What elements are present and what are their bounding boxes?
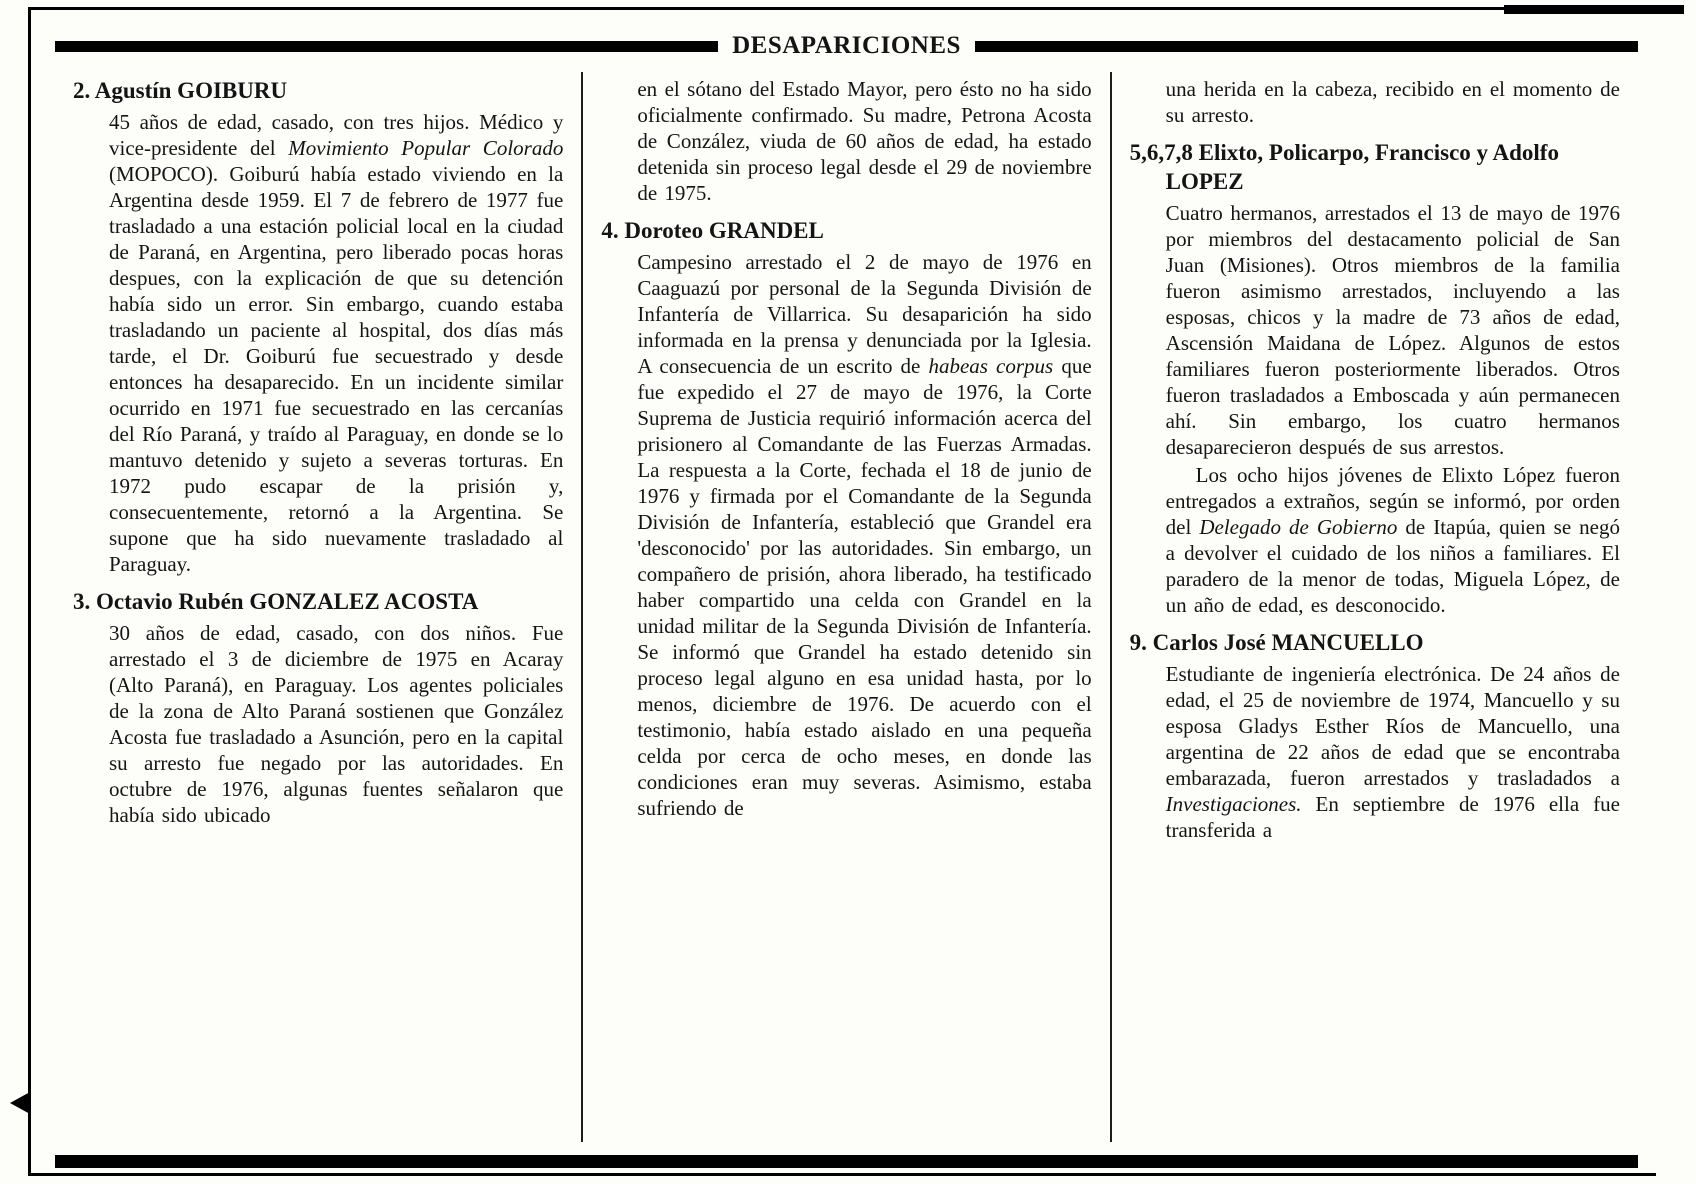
page-title: DESAPARICIONES <box>732 32 961 59</box>
body-text: una herida en la cabeza, recibido en el momento de su arresto. <box>1165 77 1620 127</box>
paragraph <box>1166 462 1620 618</box>
header-rule-left <box>55 41 718 52</box>
entry-number: 4. <box>601 218 619 243</box>
body-text: 45 años de edad, casado, con tres hijos. Médico y vice-presidente del <box>109 110 564 160</box>
entry-number: 2. <box>73 78 91 103</box>
paragraph <box>1166 661 1620 843</box>
entry-heading <box>601 216 1091 245</box>
entry-title: Doroteo GRANDEL <box>624 218 824 243</box>
paragraph <box>637 76 1091 206</box>
entry-heading <box>1130 628 1620 657</box>
text-columns <box>55 72 1638 1142</box>
italic-text: habeas corpus <box>928 354 1054 378</box>
page-border-top <box>30 7 1684 10</box>
entry-title: Agustín GOIBURU <box>94 78 288 103</box>
paragraph <box>637 249 1091 821</box>
italic-text: Movimiento Popular Colorado <box>288 136 564 160</box>
entry <box>73 587 563 828</box>
entry-title: Elixto, Policarpo, Francisco y Adolfo LOPEZ <box>1165 140 1559 194</box>
body-text: Campesino arrestado el 2 de mayo de 1976 en Caaguazú por personal de la Segunda División de Infantería de Villarrica. Su desaparición ha sido informada en la prensa y denunciada por la Iglesia. A consecuencia de un escrito de <box>637 250 1092 378</box>
page-border-bottom <box>28 1173 1656 1176</box>
entry-number: 9. <box>1129 630 1147 655</box>
header-rule-right <box>975 41 1638 52</box>
italic-text: Delegado de Gobierno <box>1199 515 1398 539</box>
entry <box>1130 138 1620 618</box>
page-border-left <box>28 7 31 1176</box>
body-text: Estudiante de ingeniería electrónica. De 24 años de edad, el 25 de noviembre de 1974, Mancuello y su esposa Gladys Esther Ríos de Mancuello, una argentina de 22 años de edad que se encontraba embarazada, fueron arrestados y trasladados a <box>1165 662 1620 790</box>
footer-rule <box>55 1155 1638 1168</box>
body-text: 30 años de edad, casado, con dos niños. Fue arrestado el 3 de diciembre de 1975 en Acaray (Alto Paraná), en Paraguay. Los agentes policiales de la zona de Alto Paraná sostienen que González Acosta fue trasladado a Asunción, pero en la capital su arresto fue negado por las autoridades. En octubre de 1976, algunas fuentes señalaron que había sido ubicado <box>109 621 564 827</box>
body-text: en el sótano del Estado Mayor, pero ésto no ha sido oficialmente confirmado. Su madre, Petrona Acosta de Conzález, viuda de 60 años de edad, ha estado detenida sin proceso legal desde el 29 de noviembre de 1975. <box>637 77 1092 205</box>
entry-heading <box>73 76 563 105</box>
paragraph <box>109 620 563 828</box>
paragraph <box>109 109 563 577</box>
entry-title: Carlos José MANCUELLO <box>1152 630 1424 655</box>
scan-artifact <box>10 1092 30 1114</box>
paragraph <box>1166 76 1620 128</box>
paragraph <box>1166 200 1620 460</box>
text-column-3 <box>1110 72 1638 1142</box>
entry-number: 3. <box>73 589 91 614</box>
page-content <box>55 30 1638 1142</box>
text-column-1 <box>55 72 581 1142</box>
body-text: Cuatro hermanos, arrestados el 13 de mayo de 1976 por miembros del destacamento policial de San Juan (Misiones). Otros miembros de la familia fueron asimismo arrestados, incluyendo a las esposas, chicos y la madre de 73 años de edad, Ascensión Maidana de López. Algunos de estos familiares fueron posteriormente liberados. Otros fueron trasladados a Emboscada y aún permanecen ahí. Sin embargo, los cuatro hermanos desaparecieron después de sus arrestos. <box>1165 201 1620 459</box>
page-header <box>55 30 1638 62</box>
entry-title: Octavio Rubén GONZALEZ ACOSTA <box>96 589 479 614</box>
entry-number: 5,6,7,8 <box>1129 140 1193 165</box>
italic-text: Investigaciones. <box>1165 792 1302 816</box>
entry <box>73 76 563 577</box>
body-text: Los ocho hijos jóvenes de Elixto López fueron entregados a extraños, según se informó, por orden del <box>1165 463 1620 539</box>
entry <box>1130 628 1620 843</box>
entry <box>601 216 1091 821</box>
body-text: de Itapúa, quien se negó a devolver el cuidado de los niños a familiares. El paradero de la menor de todas, Miguela López, de un año de edad, es desconocido. <box>1165 515 1620 617</box>
body-text: que fue expedido el 27 de mayo de 1976, la Corte Suprema de Justicia requirió información acerca del prisionero al Comandante de las Fuerzas Armadas. La respuesta a la Corte, fechada el 18 de junio de 1976 y firmada por el Comandante de la Segunda División de Infantería, estableció que Grandel era 'desconocido' por las autoridades. Sin embargo, un compañero de prisión, ahora liberado, ha testificado haber compartido una celda con Grandel en la unidad militar de la Segunda División de Infantería. Se informó que Grandel ha estado detenido sin proceso legal alguno en esa unidad hasta, por lo menos, diciembre de 1976. De acuerdo con el testimonio, había estado aislado en una pequeña celda por cerca de ocho meses, en donde las condiciones eran muy severas. Asimismo, estaba sufriendo de <box>637 354 1092 820</box>
text-column-2 <box>581 72 1109 1142</box>
entry-heading <box>1130 138 1620 196</box>
continuation-text <box>601 76 1091 206</box>
page-border-top-right <box>1504 5 1684 14</box>
entry-heading <box>73 587 563 616</box>
body-text: En septiembre de 1976 ella fue transferida a <box>1165 792 1620 842</box>
body-text: (MOPOCO). Goiburú había estado viviendo en la Argentina desde 1959. El 7 de febrero de 1977 fue trasladado a una estación policial local en la ciudad de Paraná, en Argentina, pero liberado pocas horas despues, con la explicación de que su detención había sido un error. Sin embargo, cuando estaba trasladando un paciente al hospital, dos días más tarde, el Dr. Goiburú fue secuestrado y desde entonces ha desaparecido. En un incidente similar ocurrido en 1971 fue secuestrado en las cercanías del Río Paraná, y traído al Paraguay, en donde se lo mantuvo detenido y sujeto a severas torturas. En 1972 pudo escapar de la prisión y, consecuentemente, retornó a la Argentina. Se supone que ha sido nuevamente trasladado al Paraguay. <box>109 162 564 576</box>
continuation-text <box>1130 76 1620 128</box>
